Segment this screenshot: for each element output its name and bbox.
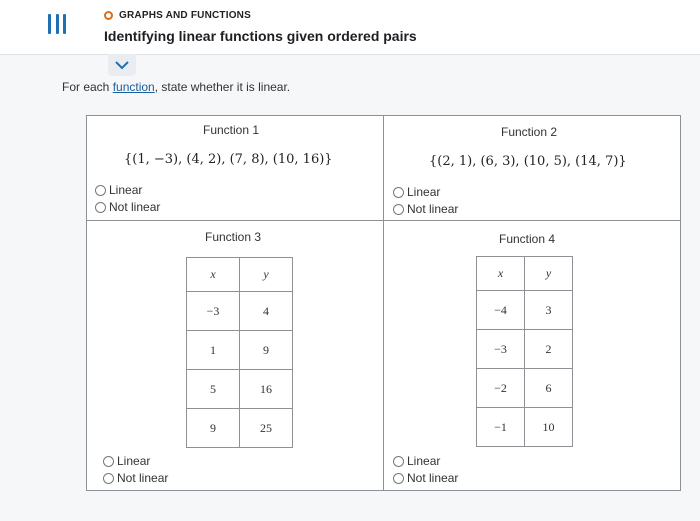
table-cell: 9 — [187, 409, 240, 448]
topic-label: GRAPHS AND FUNCTIONS — [119, 10, 251, 21]
function-4-title: Function 4 — [499, 232, 556, 246]
grid-divider-horizontal — [87, 220, 680, 221]
table-header-row — [477, 257, 573, 291]
function-3-title: Function 3 — [205, 230, 262, 244]
table-row — [477, 369, 573, 408]
function-1-linear-option[interactable] — [95, 182, 160, 199]
function-4-choices — [393, 453, 458, 487]
instructions-suffix: , state whether it is linear. — [154, 80, 291, 94]
choice-label: Linear — [109, 183, 143, 197]
chevron-down-icon — [115, 61, 129, 70]
radio-icon[interactable] — [393, 187, 404, 198]
function-1-title: Function 1 — [203, 123, 260, 137]
function-3-choices — [103, 453, 168, 487]
table-cell: 6 — [525, 369, 573, 408]
radio-icon[interactable] — [103, 473, 114, 484]
table-row — [477, 408, 573, 447]
function-2-ordered-pairs: {(2, 1), (6, 3), (10, 5), (14, 7)} — [429, 154, 627, 169]
function-1-choices — [95, 182, 160, 216]
function-link[interactable]: function — [112, 80, 155, 94]
table-cell: 9 — [240, 331, 293, 370]
table-row — [477, 291, 573, 330]
table-cell: −4 — [477, 291, 525, 330]
function-4-table — [476, 256, 573, 447]
function-1-ordered-pairs: {(1, −3), (4, 2), (7, 8), (10, 16)} — [124, 152, 333, 167]
topic-progress-icon — [104, 11, 113, 20]
function-3-table — [186, 257, 293, 448]
table-header-row — [187, 258, 293, 292]
table-cell: 3 — [525, 291, 573, 330]
table-cell: −3 — [187, 292, 240, 331]
function-3-not-linear-option[interactable] — [103, 470, 168, 487]
grid-divider-vertical — [383, 116, 384, 490]
table-cell: −2 — [477, 369, 525, 408]
radio-icon[interactable] — [393, 456, 404, 467]
choice-label: Linear — [117, 454, 151, 468]
function-4-not-linear-option[interactable] — [393, 470, 458, 487]
table-cell: −1 — [477, 408, 525, 447]
table-header-x: x — [477, 257, 525, 291]
table-cell: 1 — [187, 331, 240, 370]
collapse-button[interactable] — [108, 54, 136, 76]
function-3-linear-option[interactable] — [103, 453, 168, 470]
function-2-choices — [393, 184, 458, 218]
table-row — [187, 370, 293, 409]
radio-icon[interactable] — [103, 456, 114, 467]
function-2-linear-option[interactable] — [393, 184, 458, 201]
table-cell: 5 — [187, 370, 240, 409]
table-cell: 10 — [525, 408, 573, 447]
choice-label: Linear — [407, 185, 441, 199]
instructions-prefix: For each — [62, 80, 113, 94]
top-bar — [0, 0, 700, 55]
radio-icon[interactable] — [95, 185, 106, 196]
choice-label: Not linear — [407, 471, 459, 485]
function-2-not-linear-option[interactable] — [393, 201, 458, 218]
table-header-y: y — [240, 258, 293, 292]
table-row — [187, 409, 293, 448]
table-header-y: y — [525, 257, 573, 291]
topic-row — [104, 10, 251, 21]
choice-label: Linear — [407, 454, 441, 468]
table-cell: 25 — [240, 409, 293, 448]
choice-label: Not linear — [117, 471, 169, 485]
menu-icon[interactable] — [48, 14, 66, 34]
radio-icon[interactable] — [393, 473, 404, 484]
radio-icon[interactable] — [393, 204, 404, 215]
choice-label: Not linear — [407, 202, 459, 216]
table-cell: 4 — [240, 292, 293, 331]
function-4-linear-option[interactable] — [393, 453, 458, 470]
lesson-title: Identifying linear functions given ordered pairs — [104, 28, 417, 44]
choice-label: Not linear — [109, 200, 161, 214]
function-2-title: Function 2 — [501, 125, 558, 139]
table-row — [187, 331, 293, 370]
table-cell: 16 — [240, 370, 293, 409]
instructions — [62, 80, 290, 94]
table-header-x: x — [187, 258, 240, 292]
table-row — [477, 330, 573, 369]
table-row — [187, 292, 293, 331]
problem-grid — [86, 115, 681, 491]
radio-icon[interactable] — [95, 202, 106, 213]
table-cell: 2 — [525, 330, 573, 369]
table-cell: −3 — [477, 330, 525, 369]
function-1-not-linear-option[interactable] — [95, 199, 160, 216]
